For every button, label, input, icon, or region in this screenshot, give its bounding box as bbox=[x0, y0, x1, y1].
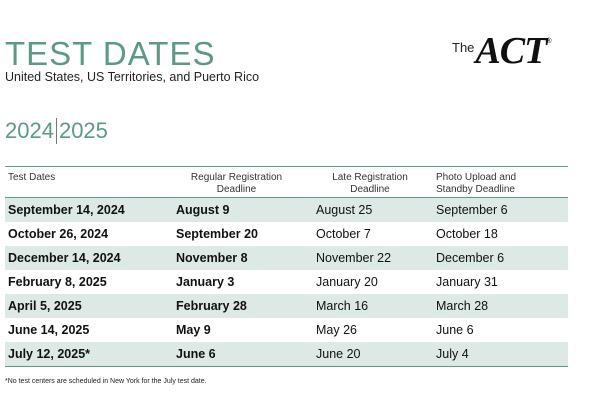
cell-test-date: July 12, 2025* bbox=[8, 347, 91, 361]
col-header-photo-standby-deadline: Photo Upload and Standby Deadline bbox=[436, 172, 517, 195]
cell-regular-deadline: June 6 bbox=[176, 347, 216, 361]
cell-test-date: June 14, 2025 bbox=[8, 323, 90, 337]
cell-photo-deadline: July 4 bbox=[436, 347, 469, 361]
cell-regular-deadline: September 20 bbox=[176, 227, 258, 241]
cell-late-deadline: August 25 bbox=[316, 203, 373, 217]
cell-late-deadline: October 7 bbox=[316, 227, 371, 241]
table-row bbox=[5, 270, 568, 294]
cell-regular-deadline: August 9 bbox=[176, 203, 230, 217]
cell-regular-deadline: February 28 bbox=[176, 299, 247, 313]
cell-late-deadline: January 20 bbox=[316, 275, 378, 289]
cell-test-date: February 8, 2025 bbox=[8, 275, 107, 289]
cell-late-deadline: November 22 bbox=[316, 251, 392, 265]
logo-act-text: ACT bbox=[475, 30, 547, 72]
cell-test-date: December 14, 2024 bbox=[8, 251, 121, 265]
col-header-regular-deadline: Regular Registration Deadline bbox=[190, 172, 283, 195]
cell-test-date: September 14, 2024 bbox=[8, 203, 125, 217]
cell-photo-deadline: December 6 bbox=[436, 251, 505, 265]
table-bottom-rule bbox=[5, 366, 568, 367]
cell-regular-deadline: November 8 bbox=[176, 251, 248, 265]
year-end: 2025 bbox=[58, 118, 108, 143]
col-header-late-deadline: Late Registration Deadline bbox=[332, 172, 408, 195]
cell-photo-deadline: June 6 bbox=[436, 323, 474, 337]
table-row bbox=[5, 294, 568, 318]
year-start: 2024 bbox=[5, 118, 54, 143]
cell-photo-deadline: September 6 bbox=[436, 203, 508, 217]
cell-late-deadline: March 16 bbox=[316, 299, 369, 313]
logo-the-text: The bbox=[452, 40, 475, 55]
table-row bbox=[5, 222, 568, 246]
cell-late-deadline: June 20 bbox=[316, 347, 361, 361]
test-dates-table bbox=[5, 166, 568, 367]
cell-photo-deadline: October 18 bbox=[436, 227, 498, 241]
cell-photo-deadline: March 28 bbox=[436, 299, 489, 313]
table-row bbox=[5, 246, 568, 270]
table-header bbox=[5, 167, 568, 198]
table-row bbox=[5, 342, 568, 366]
cell-test-date: October 26, 2024 bbox=[8, 227, 109, 241]
cell-late-deadline: May 26 bbox=[316, 323, 357, 337]
cell-test-date: April 5, 2025 bbox=[8, 299, 82, 313]
cell-photo-deadline: January 31 bbox=[436, 275, 498, 289]
act-logo bbox=[452, 30, 552, 72]
footnote: *No test centers are scheduled in New York for the July test date. bbox=[5, 378, 207, 385]
cell-regular-deadline: May 9 bbox=[176, 323, 211, 337]
table-row bbox=[5, 318, 568, 342]
table-row bbox=[5, 198, 568, 222]
logo-registered-mark: ® bbox=[546, 38, 552, 45]
year-divider bbox=[56, 118, 57, 144]
year-range bbox=[5, 120, 108, 144]
page-title: TEST DATES bbox=[5, 35, 216, 72]
cell-regular-deadline: January 3 bbox=[176, 275, 235, 289]
page-subtitle: United States, US Territories, and Puerto Rico bbox=[5, 70, 260, 84]
col-header-test-dates: Test Dates bbox=[8, 172, 56, 183]
